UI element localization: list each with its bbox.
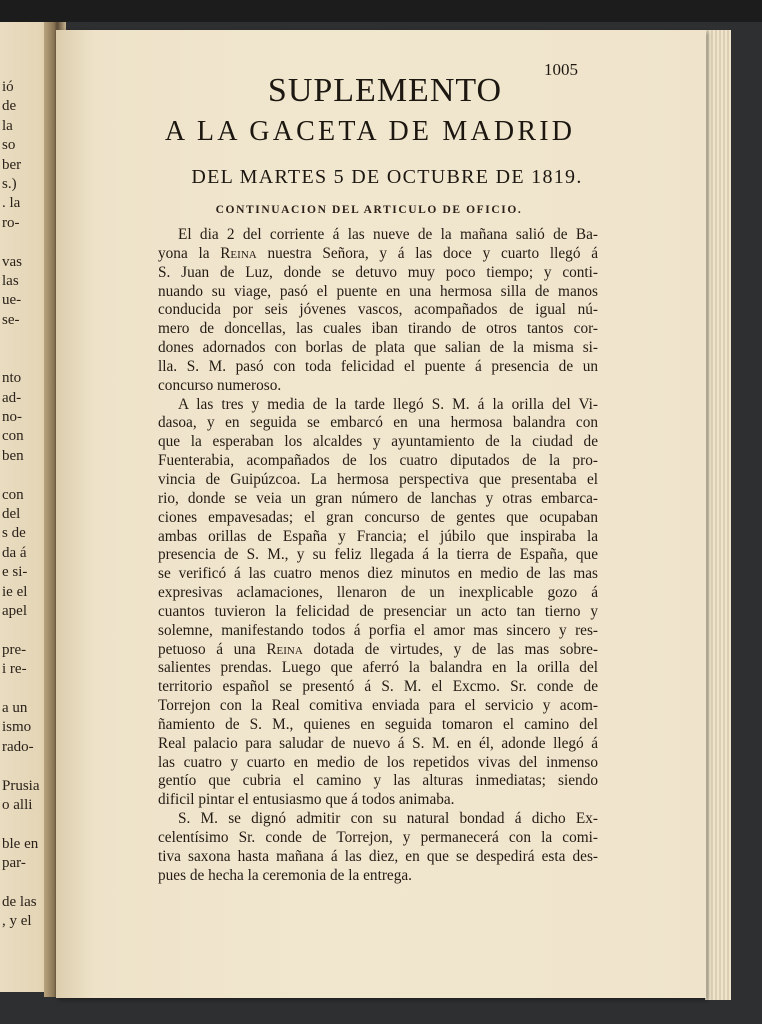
left-page-fragment: las xyxy=(2,273,19,290)
left-page-fragment: ben xyxy=(2,447,24,464)
article-body xyxy=(158,226,598,886)
left-page-fragment: ismo xyxy=(2,719,32,736)
body-line: ambas orillas de España y Francia; el júbilo que inspiraba la xyxy=(158,527,598,545)
left-page-fragment: da á xyxy=(2,544,27,561)
left-page-fragment: ber xyxy=(2,156,22,173)
body-line: gentío que cubria el camino y las alturas inmediatas; siendo xyxy=(158,772,598,790)
body-line: que la esperaban los alcaldes y ayuntamiento de la ciudad de xyxy=(158,433,598,451)
body-line: salientes prendas. Luego que aferró la balandra en la orilla del xyxy=(158,659,598,677)
body-line: Fuenterabia, acompañados de los cuatro diputados de la pro- xyxy=(158,452,598,470)
left-page-fragment: e si- xyxy=(2,564,28,581)
left-page-fragment: la xyxy=(2,117,13,134)
body-line: dasoa, y en seguida se embarcó en una hermosa balandra con xyxy=(158,414,598,432)
body-line: S. M. se dignó admitir con su natural bondad á dicho Ex- xyxy=(178,810,598,828)
left-page-fragment: con xyxy=(2,428,24,445)
left-page-fragment: rado- xyxy=(2,738,34,755)
body-line: las cuatro y cuarto en medio de los repetidos vivas del inmenso xyxy=(158,753,598,771)
scan-top-edge xyxy=(0,0,762,22)
body-line: Torrejon con la Real comitiva enviada para el servicio y acom- xyxy=(158,697,598,715)
left-page-fragment: ue- xyxy=(2,292,22,309)
body-line: se verificó á las cuatro menos diez minutos en medio de las mas xyxy=(158,565,598,583)
left-page-fragment: nto xyxy=(2,370,22,387)
left-page-fragment: ro- xyxy=(2,214,20,231)
left-page-fragment: del xyxy=(2,505,21,522)
body-line: cuantos tuvieron la felicidad de presenciar un acto tan tierno y xyxy=(158,602,598,620)
left-page-fragment: a un xyxy=(2,700,28,716)
left-page-fragment: con xyxy=(2,486,24,503)
page-number: 1005 xyxy=(544,60,578,79)
body-line: ciones empavesadas; el gran concurso de gentes que ocupaban xyxy=(158,508,598,526)
body-line: presencia de S. M., y su feliz llegada á la tierra de España, que xyxy=(158,546,598,564)
left-page-fragment: ió xyxy=(2,79,14,95)
body-line: rio, donde se veia un gran número de lanchas y otras embarca- xyxy=(158,489,598,507)
left-page-fragment: o alli xyxy=(2,797,33,814)
left-page-fragment: vas xyxy=(2,253,22,270)
left-page-fragment: se- xyxy=(2,311,20,328)
body-line: S. Juan de Luz, donde se detuvo muy poco tiempo; y conti- xyxy=(158,263,598,281)
left-page-fragment: i re- xyxy=(2,661,27,678)
body-line: dificil pintar el entusiasmo que á todos animaba. xyxy=(158,791,455,809)
page-stack-edge xyxy=(705,30,731,1000)
left-page-fragment: ie el xyxy=(2,583,28,600)
body-line: dones adornados con borlas de plata que salian de la misma si- xyxy=(158,339,598,357)
body-line: A las tres y media de la tarde llegó S. M. á la orilla del Vi- xyxy=(178,395,598,413)
body-line: solemne, manifestando todos á porfia el amor mas sincero y res- xyxy=(158,621,598,639)
body-line: conducida por seis jóvenes vascos, acompañados de igual nú- xyxy=(158,301,598,319)
left-page-fragment: pre- xyxy=(2,641,27,658)
body-line: vincia de Guipúzcoa. La hermosa perspectiva que presentaba el xyxy=(158,470,598,488)
body-line: petuoso á una Reina dotada de virtudes, y de las mas sobre- xyxy=(158,640,598,658)
body-line: tiva saxona hasta mañana á las diez, en que se despedirá esta des- xyxy=(158,847,598,865)
body-line: celentísimo Sr. conde de Torrejon, y permanecerá con la comi- xyxy=(158,829,598,846)
body-line: expresivas aclamaciones, llenaron de un inexplicable gozo á xyxy=(158,584,598,602)
left-page-fragment: s de xyxy=(2,525,26,542)
body-line: nuando su viage, pasó el puente en una hermosa silla de manos xyxy=(158,282,598,300)
left-page-fragment: de las xyxy=(2,894,37,911)
left-page-fragment: no- xyxy=(2,408,22,425)
left-page-fragment: apel xyxy=(2,602,27,619)
left-page-fragment: so xyxy=(2,137,16,154)
section-heading: CONTINUACION DEL ARTICULO DE OFICIO. xyxy=(215,204,523,216)
left-page-fragment: Prusia xyxy=(2,777,40,794)
left-page-fragment: . la xyxy=(2,195,21,212)
left-page-fragment: , y el xyxy=(2,913,32,930)
date-line: DEL MARTES 5 DE OCTUBRE DE 1819. xyxy=(191,166,583,188)
title-main xyxy=(0,72,762,110)
body-line: El dia 2 del corriente á las nueve de la mañana salió de Ba- xyxy=(178,226,598,243)
body-line: ñamiento de S. M., quienes en seguida tomaron el camino del xyxy=(158,715,598,733)
title-sub: A LA GACETA DE MADRID xyxy=(164,116,576,147)
body-line: yona la Reina nuestra Señora, y á las doce y cuarto llegó á xyxy=(158,244,598,262)
title-main-text: SUPLEMENTO xyxy=(267,72,503,109)
body-line: Real palacio para saludar de nuevo á S. M. en él, adonde llegó á xyxy=(158,734,598,752)
body-line: lla. S. M. pasó con toda felicidad el puente á presencia de un xyxy=(158,357,598,375)
left-page-fragment: par- xyxy=(2,855,26,872)
body-line: mero de doncellas, las cuales iban tirando de otros tantos cor- xyxy=(158,320,598,338)
body-line: concurso numeroso. xyxy=(158,376,282,394)
left-page-fragment: ble en xyxy=(2,835,39,852)
body-line: pues de hecha la ceremonia de la entrega. xyxy=(158,866,412,884)
left-page-fragment: ad- xyxy=(2,389,22,406)
body-line: territorio español se presentó á S. M. el Excmo. Sr. conde de xyxy=(158,678,598,696)
left-page-fragment: de xyxy=(2,98,17,115)
left-page-fragment: s.) xyxy=(2,176,17,193)
